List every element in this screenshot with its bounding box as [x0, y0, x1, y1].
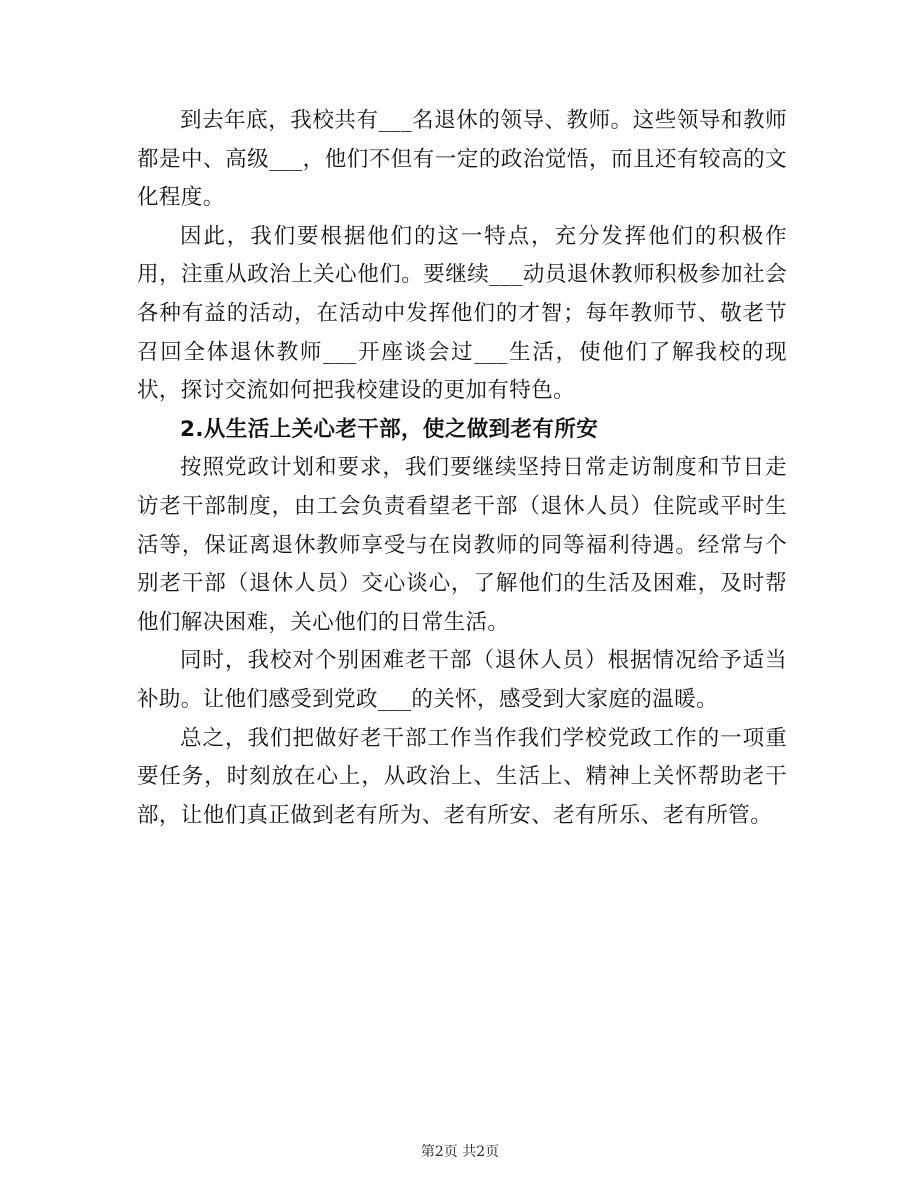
- page-number-footer: 第2页 共2页: [420, 1144, 500, 1160]
- paragraph-retirees-count: 到去年底，我校共有___名退休的领导、教师。这些领导和教师都是中、高级___，他们不但有一定的政治觉悟，而且还有较高的文化程度。: [137, 108, 787, 211]
- document-body: [137, 102, 787, 835]
- paragraph-political-care: 因此，我们要根据他们的这一特点，充分发挥他们的积极作用，注重从政治上关心他们。要继续___动员退休教师积极参加社会各种有益的活动，在活动中发挥他们的才智；每年教师节、敬老节召回全体退休教师___开座谈会过___生活，使他们了解我校的现状，探讨交流如何把我校建设的更加有特色。: [137, 223, 787, 404]
- section-heading-life-care: 2.从生活上关心老干部，使之做到老有所安: [180, 416, 599, 442]
- paragraph-subsidy: 同时，我校对个别困难老干部（退休人员）根据情况给予适当补助。让他们感受到党政___的关怀，感受到大家庭的温暖。: [137, 648, 787, 712]
- paragraph-conclusion: 总之，我们把做好老干部工作当作我们学校党政工作的一项重要任务，时刻放在心上，从政治上、生活上、精神上关怀帮助老干部，让他们真正做到老有所为、老有所安、老有所乐、老有所管。: [137, 725, 787, 828]
- paragraph-visit-system: 按照党政计划和要求，我们要继续坚持日常走访制度和节日走访老干部制度，由工会负责看望老干部（退休人员）住院或平时生活等，保证离退休教师享受与在岗教师的同等福利待遇。经常与个别老干部（退休人员）交心谈心，了解他们的生活及困难，及时帮他们解决困难，关心他们的日常生活。: [137, 455, 787, 635]
